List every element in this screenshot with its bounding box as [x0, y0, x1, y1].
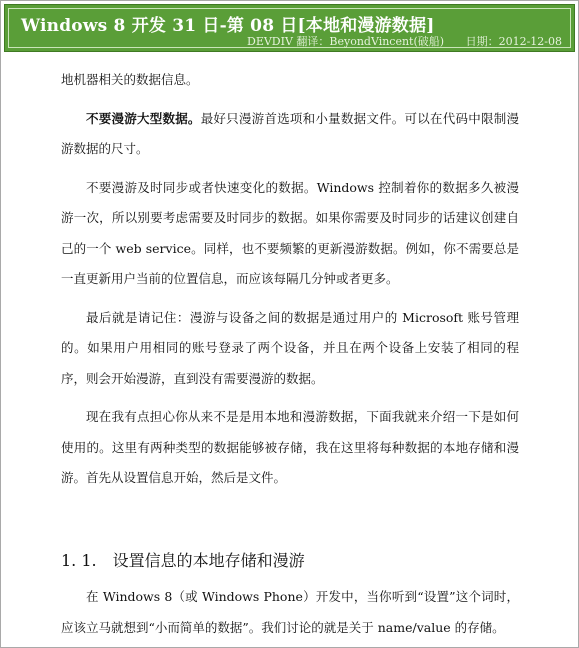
section-body — [61, 582, 519, 643]
paragraph-microsoft-account — [61, 303, 519, 395]
document-meta — [247, 33, 562, 49]
paragraph-settings-intro — [61, 582, 519, 643]
paragraph-intro-usage — [61, 402, 519, 494]
section-title: 设置信息的本地存储和漫游 — [112, 551, 305, 570]
paragraph-sync-data — [61, 173, 519, 295]
section-heading — [61, 548, 305, 571]
paragraph-bold-lead: 不要漫游大型数据。 — [86, 110, 201, 126]
translator-credit: DEVDIV 翻译：BeyondVincent(破船) — [247, 35, 445, 48]
publish-date: 日期：2012-12-08 — [465, 35, 562, 48]
section-number: 1. 1. — [61, 551, 97, 570]
paragraph-large-data — [61, 104, 519, 165]
paragraph-text: 不要漫游及时同步或者快速变化的数据。Windows 控制着你的数据多久被漫游一次，所以别要考虑需要及时同步的数据。如果你需要及时同步的话建议创建自己的一个 web service。同样，也不要频繁的更新漫游数据。例如，你不需要总是一直更新用户当前的位置信息，而应该每隔几分钟或者更多。 — [61, 179, 519, 286]
paragraph-text: 现在我有点担心你从来不是是用本地和漫游数据，下面我就来介绍一下是如何使用的。这里有两种类型的数据能够被存储，我在这里将每种数据的本地存储和漫游。首先从设置信息开始，然后是文件。 — [61, 409, 519, 485]
paragraph-text: 地机器相关的数据信息。 — [61, 72, 199, 87]
paragraph-text: 在 Windows 8（或 Windows Phone）开发中，当你听到“设置”这个词时，应该立马就想到“小而简单的数据”。我们讨论的就是关于 name/value 的存储。 — [61, 589, 519, 635]
document-title: Windows 8 开发 31 日-第 08 日[本地和漫游数据] — [21, 16, 435, 36]
document-header-banner — [4, 4, 575, 52]
paragraph-continuation — [61, 65, 519, 96]
paragraph-text: 最后就是请记住：漫游与设备之间的数据是通过用户的 Microsoft 账号管理的。如果用户用相同的账号登录了两个设备，并且在两个设备上安装了相同的程序，则会开始漫游，直到没有需要漫游的数据。 — [61, 309, 519, 386]
body-text — [61, 65, 519, 502]
paragraph-text: 最好只漫游首选项和小量数据文件。可以在代码中限制漫游数据的尺寸。 — [61, 110, 519, 156]
